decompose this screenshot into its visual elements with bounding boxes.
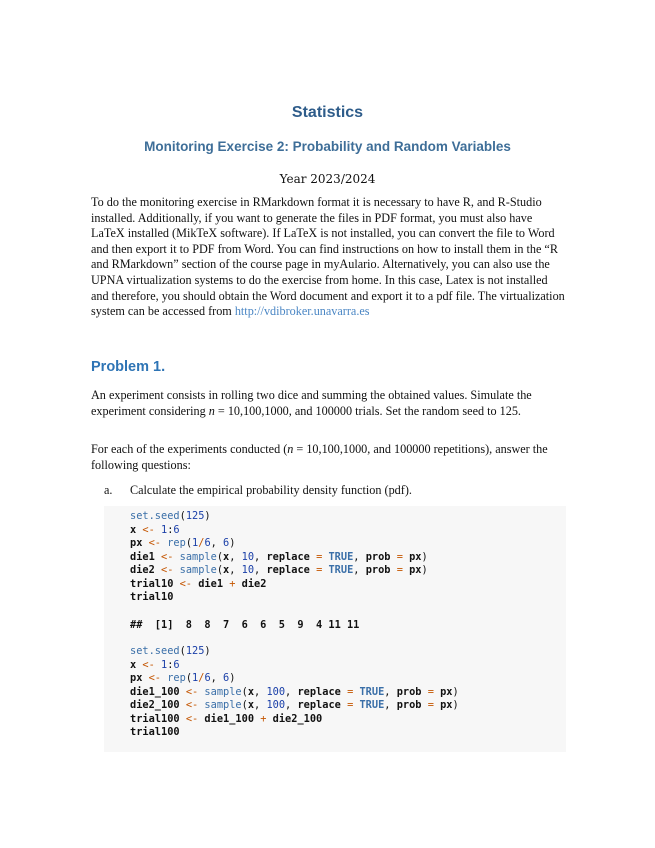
document-title: Statistics — [291, 104, 364, 121]
question-a-marker: a. — [104, 483, 113, 497]
para2-math-n: n — [287, 442, 294, 456]
intro-paragraph — [91, 195, 566, 320]
problem-1-heading: Problem 1. — [91, 359, 166, 375]
intro-text: To do the monitoring exercise in RMarkdown format it is necessary to have R, and R-Studio installed. Additionally, if you want to generate the files in PDF format, you must also have LaTeX installed (MikTeX software). If LaTeX is not installed, you can convert the file to Word and then export it to PDF from Word. You can find instructions on how to install them in the “R and RMarkdown” section of the course page in myAulario. Alternatively, you can also use the UPNA virtualization systems to do the exercise from home. In this case, Latex is not installed and therefore, you should obtain the Word document and export it to a pdf file. The virtualization system can be accessed from — [91, 195, 565, 319]
para2-text-a: For each of the experiments conducted ( — [91, 442, 288, 456]
para1-math-n: n — [208, 403, 215, 418]
question-a — [104, 483, 564, 499]
problem-1-instructions — [91, 442, 566, 473]
code-block-2: set.seed(125) x <- 1:6 px <- rep(1/6, 6) die1_100 <- sample(x, 100, replace = TRUE, prob = px) die2_100 <- sample(x, 100, replace = TRUE, prob = px) trial100 <- die1_100 + die2_100 trial100 — [130, 645, 459, 738]
problem-1-description — [91, 388, 566, 419]
document-subtitle: Monitoring Exercise 2: Probability and Random Variables — [144, 139, 511, 154]
document-year: Year 2023/2024 — [279, 172, 376, 186]
code-block-1: set.seed(125) x <- 1:6 px <- rep(1/6, 6) die1 <- sample(x, 10, replace = TRUE, prob = px) die2 <- sample(x, 10, replace = TRUE, prob = px) trial10 <- die1 + die2 trial10 — [130, 510, 428, 603]
code-output-1: ## [1] 8 8 7 6 6 5 9 4 11 11 — [130, 619, 360, 631]
virtualization-link[interactable]: http://vdibroker.unavarra.es — [234, 304, 370, 319]
para2-text-b: = 10,100,1000, and 100000 repetitions), answer the following questions: — [91, 442, 548, 472]
para1-text-b: = 10,100,1000, and 100000 trials. Set the random seed to 125. — [214, 403, 521, 418]
para1-text-a: An experiment consists in rolling two dice and summing the obtained values. Simulate the experiment considering — [91, 388, 532, 418]
question-a-text: Calculate the empirical probability density function (pdf). — [130, 483, 412, 497]
